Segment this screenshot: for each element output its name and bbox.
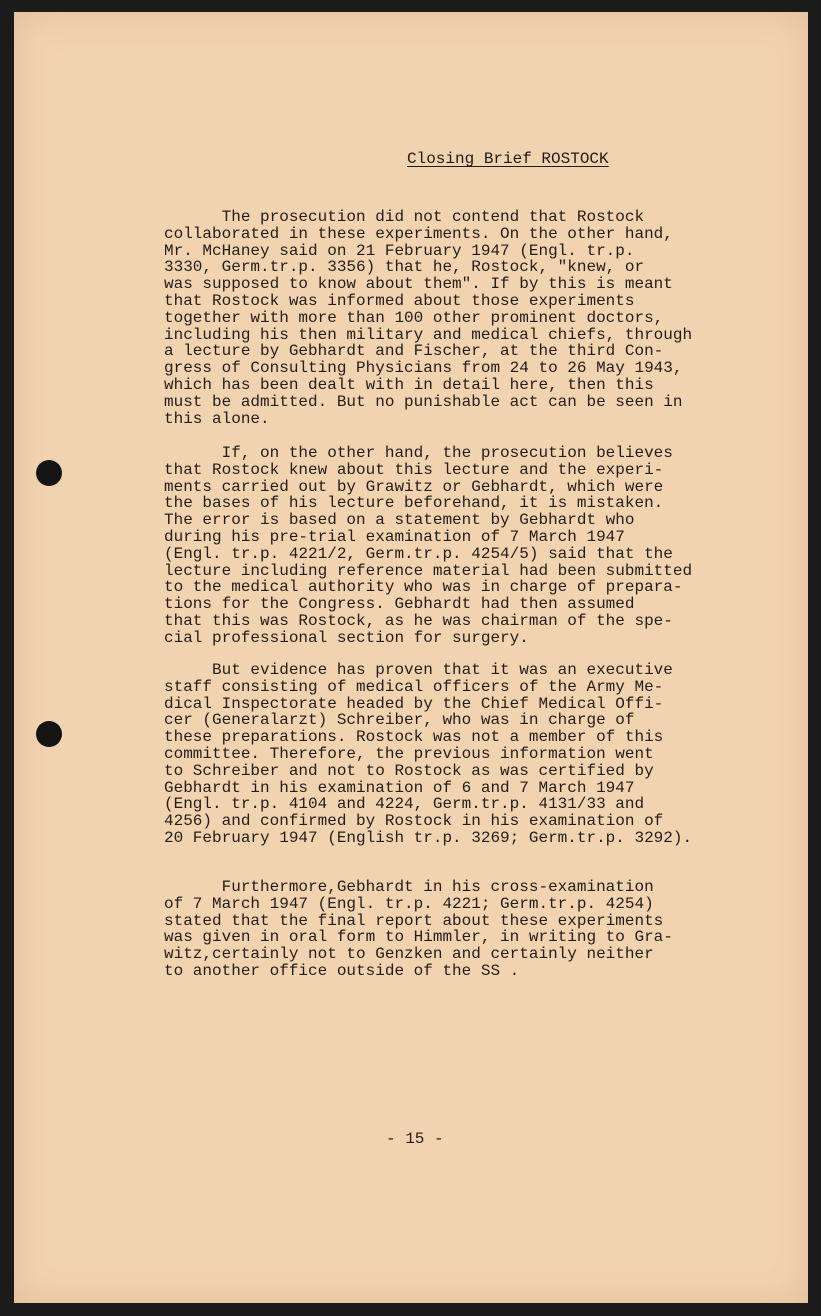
paragraph-3: But evidence has proven that it was an executive staff consisting of medical officers of the Army Me- dical Inspectorate headed by the Chief Medical Offi- cer (Generalarzt) Schreiber, who was in charge of these preparations. Rostock was not a member of this committee. Therefore, the previous information went to Schreiber and not to Rostock as was certified by Gebhardt in his examination of 6 and 7 March 1947 (Engl. tr.p. 4104 and 4224, Germ.tr.p. 4131/33 and 4256) and confirmed by Rostock in his examination of 20 February 1947 (English tr.p. 3269; Germ.tr.p. 3292).	[164, 661, 693, 847]
paragraph-2: If, on the other hand, the prosecution believes that Rostock knew about this lecture and the experi- ments carried out by Grawitz or Gebhardt, which were the bases of his lecture beforehand, it is mistaken. The error is based on a statement by Gebhardt who during his pre-trial examination of 7 March 1947 (Engl. tr.p. 4221/2, Germ.tr.p. 4254/5) said that the lecture including reference material had been submitted to the medical authority who was in charge of prepara- tions for the Congress. Gebhardt had then assumed that this was Rostock, as he was chairman of the spe- cial professional section for surgery.	[164, 444, 693, 647]
page-number: - 15 -	[386, 1130, 444, 1148]
paragraph-1: The prosecution did not contend that Rostock collaborated in these experiments. On the other hand, Mr. McHaney said on 21 February 1947 (Engl. tr.p. 3330, Germ.tr.p. 3356) that he, Rostock, "knew, or was supposed to know about them". If by this is meant that Rostock was informed about those experiments together with more than 100 other prominent doctors, including his then military and medical chiefs, through a lecture by Gebhardt and Fischer, at the third Con- gress of Consulting Physicians from 24 to 26 May 1943, which has been dealt with in detail here, then this must be admitted. But no punishable act can be seen in this alone.	[164, 208, 693, 428]
document-page	[14, 12, 808, 1303]
binder-hole-top	[36, 460, 62, 486]
document-title: Closing Brief ROSTOCK	[407, 150, 609, 168]
binder-hole-bottom	[36, 721, 62, 747]
paragraph-4: Furthermore,Gebhardt in his cross-examination of 7 March 1947 (Engl. tr.p. 4221; Germ.tr.p. 4254) stated that the final report about these experiments was given in oral form to Himmler, in writing to Gra- witz,certainly not to Genzken and certainly neither to another office outside of the SS .	[164, 878, 673, 980]
